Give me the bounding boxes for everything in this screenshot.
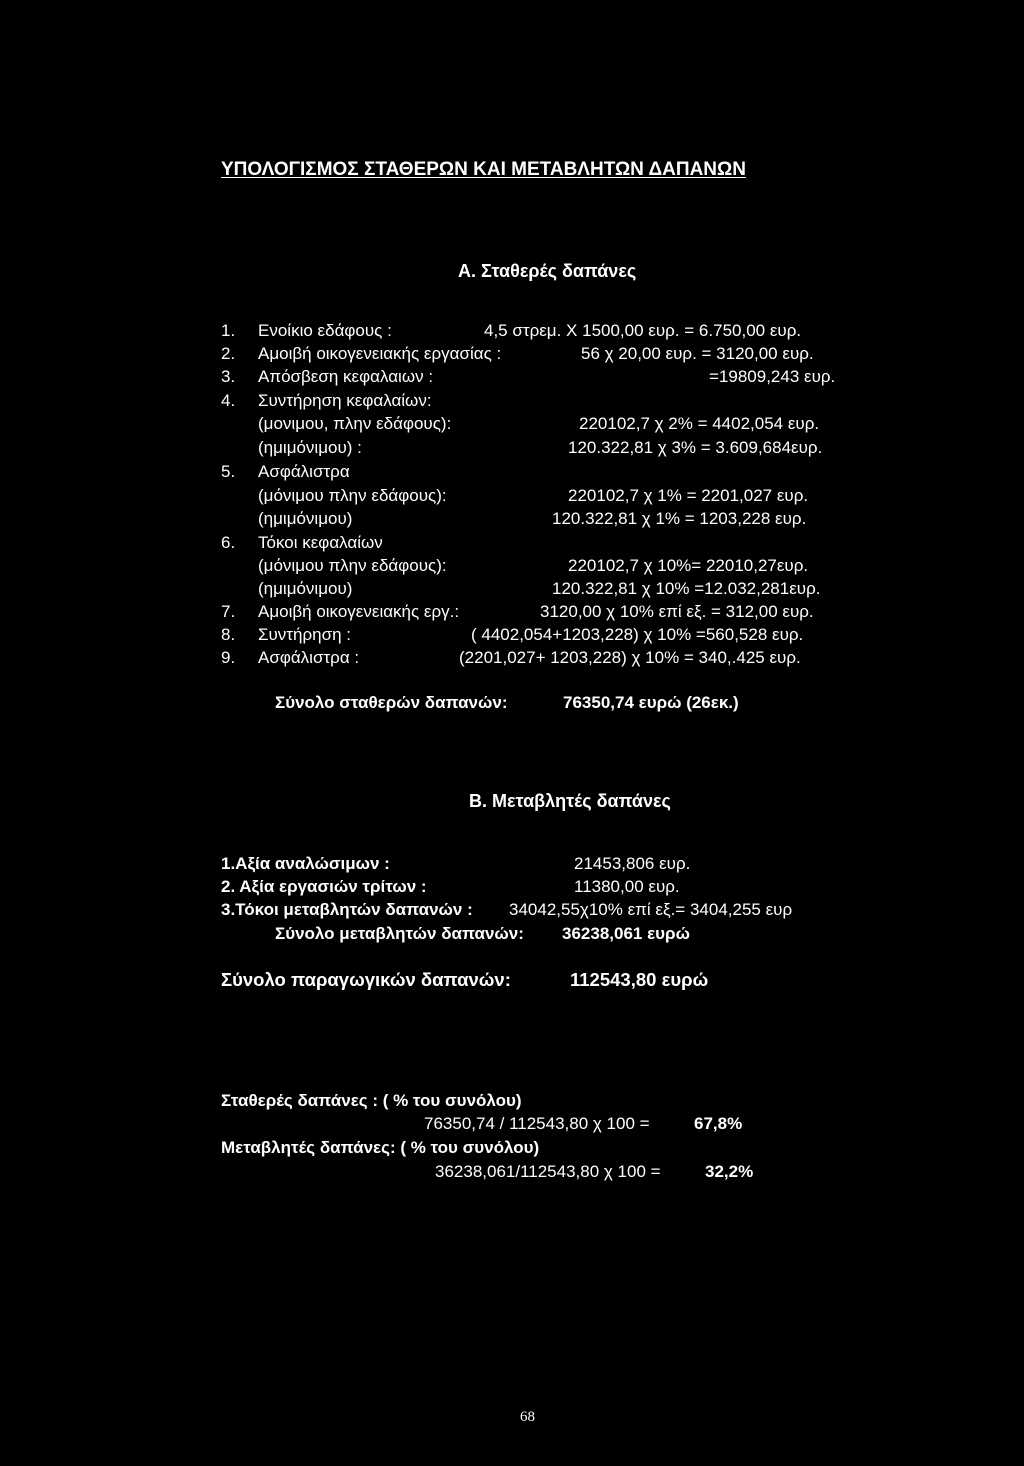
item-number: 5.: [221, 462, 236, 481]
fixed-total-value: 76350,74 ευρώ (26εκ.): [563, 693, 739, 712]
item-number: 7.: [221, 602, 236, 621]
item-value: 56 χ 20,00 ευρ. = 3120,00 ευρ.: [581, 344, 814, 363]
item-label: Ασφάλιστρα :: [258, 648, 360, 667]
item-label: Αμοιβή οικογενειακής εργ.:: [258, 602, 460, 621]
item-label: (ημιμόνιμου): [258, 509, 353, 528]
item-label: Αμοιβή οικογενειακής εργασίας :: [258, 344, 502, 363]
item-number: 9.: [221, 648, 236, 667]
item-value: 120.322,81 χ 1% = 1203,228 ευρ.: [552, 509, 807, 528]
variable-total-label: Σύνολο μεταβλητών δαπανών:: [275, 924, 524, 943]
item-label: (ημιμόνιμου): [258, 579, 353, 598]
item-number: 8.: [221, 625, 236, 644]
item-label: Τόκοι κεφαλαίων: [258, 533, 383, 552]
item-label: Συντήρηση :: [258, 625, 351, 644]
item-label: (ημιμόνιμου) :: [258, 438, 362, 457]
page-number: 68: [520, 1409, 535, 1425]
item-number: 4.: [221, 391, 236, 410]
item-label: Απόσβεση κεφαλαιων :: [258, 367, 434, 386]
item-label: 2. Αξία εργασιών τρίτων :: [221, 877, 427, 896]
fixed-costs-heading: Α. Σταθερές δαπάνες: [458, 261, 637, 281]
item-label: (μόνιμου πλην εδάφους):: [258, 556, 447, 575]
item-value: 21453,806 ευρ.: [574, 854, 691, 873]
item-label: 3.Τόκοι μεταβλητών δαπανών :: [221, 900, 473, 919]
page-title: ΥΠΟΛΟΓΙΣΜΟΣ ΣΤΑΘΕΡΩΝ ΚΑΙ ΜΕΤΑΒΛΗΤΩΝ ΔΑΠΑΝΩΝ: [221, 159, 746, 180]
variable-share-calc: 36238,061/112543,80 χ 100 =: [435, 1162, 661, 1181]
item-label: (μόνιμου πλην εδάφους):: [258, 486, 447, 505]
item-label: Ενοίκιο εδάφους :: [258, 321, 392, 340]
item-value: (2201,027+ 1203,228) χ 10% = 340,.425 ευρ.: [459, 648, 801, 667]
item-number: 6.: [221, 533, 236, 552]
item-value: 120.322,81 χ 3% = 3.609,684ευρ.: [568, 438, 823, 457]
production-total-value: 112543,80 ευρώ: [570, 969, 709, 990]
production-total-label: Σύνολο παραγωγικών δαπανών:: [221, 969, 511, 990]
item-number: 1.: [221, 321, 236, 340]
item-label: 1.Αξία αναλώσιμων :: [221, 854, 390, 873]
variable-total-value: 36238,061 ευρώ: [562, 924, 690, 943]
item-value: ( 4402,054+1203,228) χ 10% =560,528 ευρ.: [471, 625, 804, 644]
item-value: 220102,7 χ 10%= 22010,27ευρ.: [568, 556, 809, 575]
item-label: Συντήρηση κεφαλαίων:: [258, 391, 432, 410]
item-value: 220102,7 χ 2% = 4402,054 ευρ.: [579, 414, 820, 433]
variable-costs-heading: Β. Μεταβλητές δαπάνες: [469, 791, 671, 811]
item-label: Ασφάλιστρα: [258, 462, 350, 481]
item-value: 34042,55χ10% επί εξ.= 3404,255 ευρ: [509, 900, 793, 919]
item-label: (μονιμου, πλην εδάφους):: [258, 414, 452, 433]
variable-share-percent: 32,2%: [705, 1162, 754, 1181]
variable-share-label: Μεταβλητές δαπάνες: ( % του συνόλου): [221, 1138, 540, 1157]
item-number: 2.: [221, 344, 236, 363]
item-value: 11380,00 ευρ.: [574, 877, 680, 896]
item-number: 3.: [221, 367, 236, 386]
fixed-share-label: Σταθερές δαπάνες : ( % του συνόλου): [221, 1091, 522, 1110]
item-value: =19809,243 ευρ.: [709, 367, 836, 386]
item-value: 220102,7 χ 1% = 2201,027 ευρ.: [568, 486, 809, 505]
item-value: 120.322,81 χ 10% =12.032,281ευρ.: [552, 579, 821, 598]
item-value: 4,5 στρεμ. Χ 1500,00 ευρ. = 6.750,00 ευρ.: [484, 321, 802, 340]
fixed-share-percent: 67,8%: [694, 1114, 743, 1133]
fixed-total-label: Σύνολο σταθερών δαπανών:: [275, 693, 508, 712]
fixed-share-calc: 76350,74 / 112543,80 χ 100 =: [424, 1114, 650, 1133]
item-value: 3120,00 χ 10% επί εξ. = 312,00 ευρ.: [540, 602, 814, 621]
